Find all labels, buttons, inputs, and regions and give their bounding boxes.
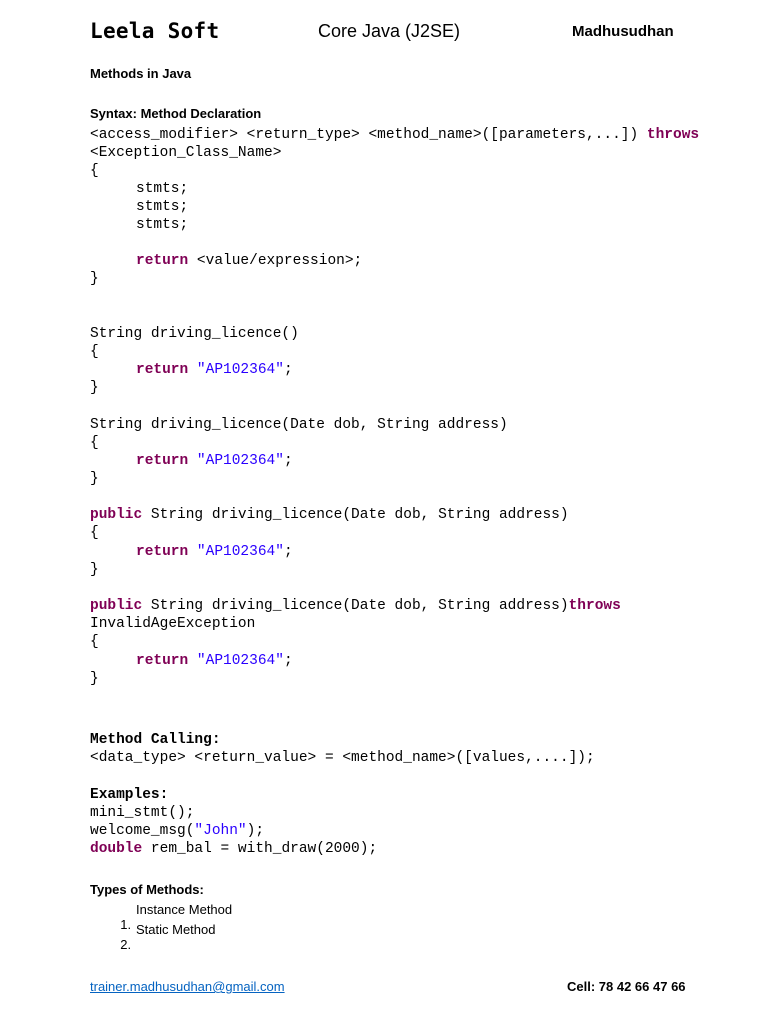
return-line xyxy=(136,652,293,670)
method-signature xyxy=(90,416,508,434)
code-text: ; xyxy=(283,453,293,469)
cell-number: Cell: 78 42 66 47 66 xyxy=(567,979,686,994)
example-line xyxy=(90,822,264,840)
code-text: String driving_licence(Date dob, String address) xyxy=(142,598,569,614)
open-brace: { xyxy=(90,344,99,360)
return-line xyxy=(136,252,362,270)
code-text: String driving_licence(Date dob, String address) xyxy=(90,417,508,433)
keyword-return: return xyxy=(136,544,189,560)
code-text: ); xyxy=(246,823,265,839)
keyword-double: double xyxy=(90,841,143,857)
keyword-return: return xyxy=(136,653,189,669)
string-literal: "AP102364" xyxy=(196,362,284,378)
method-signature xyxy=(90,506,569,524)
string-literal: "AP102364" xyxy=(196,653,284,669)
code-text: ; xyxy=(283,653,293,669)
code-text: <value/expression>; xyxy=(188,253,363,269)
method-signature xyxy=(90,325,299,343)
code-text: ; xyxy=(283,362,293,378)
list-item xyxy=(113,922,131,952)
keyword-return: return xyxy=(136,453,189,469)
syntax-heading: Syntax: Method Declaration xyxy=(90,106,262,121)
code-line: <Exception_Class_Name> xyxy=(90,145,282,161)
course-title: Core Java (J2SE) xyxy=(318,21,461,41)
example-line: mini_stmt(); xyxy=(90,805,195,821)
open-brace: { xyxy=(90,525,99,541)
close-brace: } xyxy=(90,671,99,687)
example-line xyxy=(90,840,377,858)
method-calling-heading: Method Calling: xyxy=(90,732,221,748)
keyword-public: public xyxy=(90,598,143,614)
string-literal: "AP102364" xyxy=(196,453,284,469)
string-literal: "AP102364" xyxy=(196,544,284,560)
return-line xyxy=(136,452,293,470)
keyword-return: return xyxy=(136,362,189,378)
close-brace: } xyxy=(90,380,99,396)
code-text: rem_bal = with_draw(2000); xyxy=(142,841,378,857)
email-link[interactable]: trainer.madhusudhan@gmail.com xyxy=(90,979,285,994)
code-text: welcome_msg( xyxy=(90,823,195,839)
stmt-line: stmts; xyxy=(136,199,189,215)
open-brace: { xyxy=(90,634,99,650)
code-text: String driving_licence() xyxy=(90,326,299,342)
close-brace: } xyxy=(90,271,99,287)
author-name: Madhusudhan xyxy=(572,23,674,40)
stmt-line: stmts; xyxy=(136,181,189,197)
keyword-throws: throws xyxy=(646,127,700,143)
types-heading: Types of Methods: xyxy=(90,882,204,897)
return-line xyxy=(136,361,293,379)
code-text: String driving_licence(Date dob, String address) xyxy=(142,507,569,523)
code-line xyxy=(90,126,699,144)
doc-title: Methods in Java xyxy=(90,66,192,81)
close-brace: } xyxy=(90,562,99,578)
list-number: 1. xyxy=(120,917,132,932)
list-item-label: Instance Method xyxy=(136,902,233,917)
exception-name: InvalidAgeException xyxy=(90,616,256,632)
list-item-label: Static Method xyxy=(136,922,216,937)
list-number: 2. xyxy=(120,937,132,952)
method-signature xyxy=(90,597,621,615)
brand-logo: Leela Soft xyxy=(90,19,220,43)
keyword-public: public xyxy=(90,507,143,523)
keyword-throws: throws xyxy=(568,598,621,614)
return-line xyxy=(136,543,293,561)
open-brace: { xyxy=(90,435,99,451)
open-brace: { xyxy=(90,163,99,179)
code-text: <access_modifier> <return_type> <method_name>([parameters,...]) xyxy=(90,127,647,143)
examples-heading: Examples: xyxy=(90,787,169,803)
stmt-line: stmts; xyxy=(136,217,189,233)
close-brace: } xyxy=(90,471,99,487)
code-text: ; xyxy=(283,544,293,560)
keyword-return: return xyxy=(136,253,189,269)
string-literal: "John" xyxy=(194,823,247,839)
method-calling-syntax: <data_type> <return_value> = <method_name>([values,....]); xyxy=(90,750,595,766)
